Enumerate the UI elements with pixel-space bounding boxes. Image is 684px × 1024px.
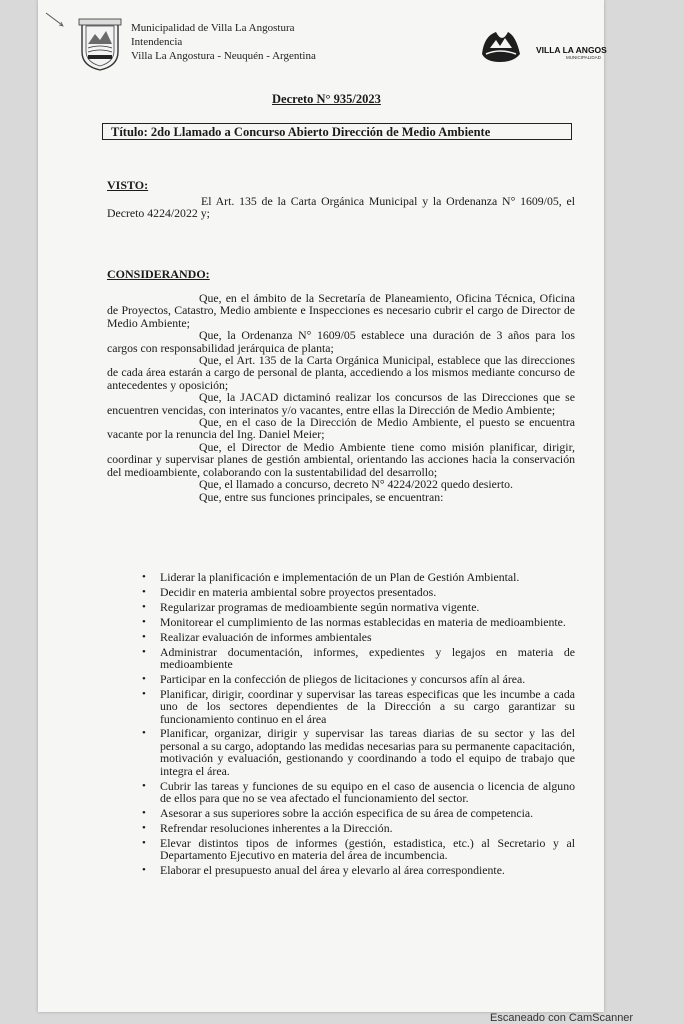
bullet-icon: • (142, 836, 146, 849)
bullet-icon: • (142, 779, 146, 792)
scanner-watermark: Escaneado con CamScanner (490, 1012, 634, 1024)
municipality-info (131, 21, 316, 63)
office-name: Intendencia (131, 36, 183, 48)
list-item: • Regularizar programas de medioambiente según normativa vigente. (142, 599, 480, 614)
bullet-icon: • (142, 571, 146, 583)
list-item: • Administrar documentación, informes, expedientes y legajos en materia de medioambiente (142, 644, 575, 671)
considerando-paragraph: Que, el llamado a concurso, decreto N° 4224/2022 quedo desierto. (199, 477, 513, 492)
bullet-icon: • (142, 727, 146, 740)
list-item: • Realizar evaluación de informes ambientales (142, 629, 372, 644)
logo-text: VILLA LA ANGOS (536, 45, 607, 55)
list-item: • Refrendar resoluciones inherentes a la Dirección. (142, 820, 393, 835)
considerando-paragraph: Que, en el caso de la Dirección de Medio Ambiente, el puesto se encuentra vacante por la renuncia del Ing. Daniel Meier; (107, 415, 575, 442)
bullet-icon: • (142, 806, 146, 819)
bullet-icon: • (142, 630, 146, 643)
bullet-icon: • (142, 600, 146, 613)
visto-heading: VISTO: (107, 178, 149, 192)
considerando-paragraph: Que, el Director de Medio Ambiente tiene como misión planificar, dirigir, coordinar y supervisar planes de gestión ambiental, orientando las acciones hacia la conservación del medioambiente, colaborando con la sustentabilidad del desarrollo; (107, 439, 575, 479)
logo-subtext: MUNICIPALIDAD (566, 55, 601, 60)
list-item: • Cubrir las tareas y funciones de su equipo en el caso de ausencia o licencia de alguno de ellos para que no se vea afectado el funcionamiento del sector. (142, 778, 575, 805)
functions-list (140, 571, 575, 879)
pen-mark-icon (44, 10, 66, 30)
list-item: • Planificar, organizar, dirigir y supervisar las tareas diarias de su sector y las del personal a su cargo, adoptando las medidas necesarias para su permanente capacitación, motivación y evaluación, gestionando y coordinando a todo el equipo de trabajo que integra el área. (142, 726, 575, 778)
list-item: • Elaborar el presupuesto anual del área y elevarlo al área correspondiente. (142, 863, 505, 878)
list-item: • Planificar, dirigir, coordinar y supervisar las tareas especificas que les incumbe a cada uno de los sectores dependientes de la Dirección a su cargo garantizar su funcionamiento continuo en el área (142, 686, 575, 726)
bullet-icon: • (142, 864, 146, 877)
visto-text (107, 195, 575, 220)
list-item: • Monitorear el cumplimiento de las normas establecidas en materia de medioambiente. (142, 614, 566, 629)
list-item: • Participar en la confección de pliegos de licitaciones y concursos afín al área. (142, 671, 526, 686)
list-item: • Decidir en materia ambiental sobre proyectos presentados. (142, 584, 437, 599)
visto-paragraph: El Art. 135 de la Carta Orgánica Municipal y la Ordenanza N° 1609/05, el Decreto 4224/2022 y; (107, 194, 575, 221)
considerando-paragraph: Que, el Art. 135 de la Carta Orgánica Municipal, establece que las direcciones de cada área estarán a cargo de personal de planta, accediendo a los mismos mediante concurso de antecedentes y oposición; (107, 353, 575, 392)
considerando-paragraph: Que, la Ordenanza N° 1609/05 establece una duración de 3 años para los cargos con responsabilidad jerárquica de planta; (107, 328, 575, 355)
considerando-paragraph: Que, la JACAD dictaminó realizar los concursos de las Direcciones que se encuentren vencidas, con interinatos y/o vacantes, entre ellas la Dirección de Medio Ambiente; (107, 390, 575, 417)
location: Villa La Angostura - Neuquén - Argentina (131, 50, 316, 62)
considerando-heading: CONSIDERANDO: (107, 267, 210, 281)
considerando-paragraph: Que, en el ámbito de la Secretaría de Planeamiento, Oficina Técnica, Oficina de Proyectos, Catastro, Medio ambiente e Inspecciones es necesario cubrir el cargo de Director de Medio Ambiente; (107, 291, 575, 330)
list-item: • Elevar distintos tipos de informes (gestión, estadistica, etc.) al Secretario y al Departamento Ejecutivo en materia del área de incumbencia. (142, 835, 575, 863)
bullet-icon: • (142, 645, 146, 658)
decree-number: Decreto N° 935/2023 (272, 92, 381, 106)
bullet-icon: • (142, 821, 146, 834)
list-item: • Liderar la planificación e implementación de un Plan de Gestión Ambiental. (142, 570, 520, 584)
bullet-icon: • (142, 615, 146, 628)
bullet-icon: • (142, 687, 146, 700)
list-item: • Asesorar a sus superiores sobre la acción especifica de su área de competencia. (142, 805, 534, 820)
decree-title: Título: 2do Llamado a Concurso Abierto Dirección de Medio Ambiente (102, 123, 572, 140)
considerando-body (107, 292, 575, 503)
considerando-paragraph: Que, entre sus funciones principales, se encuentran: (199, 489, 444, 504)
municipal-crest-icon (78, 18, 122, 72)
bullet-icon: • (142, 672, 146, 685)
letterhead (78, 18, 607, 76)
municipality-name: Municipalidad de Villa La Angostura (131, 22, 295, 34)
bullet-icon: • (142, 585, 146, 598)
